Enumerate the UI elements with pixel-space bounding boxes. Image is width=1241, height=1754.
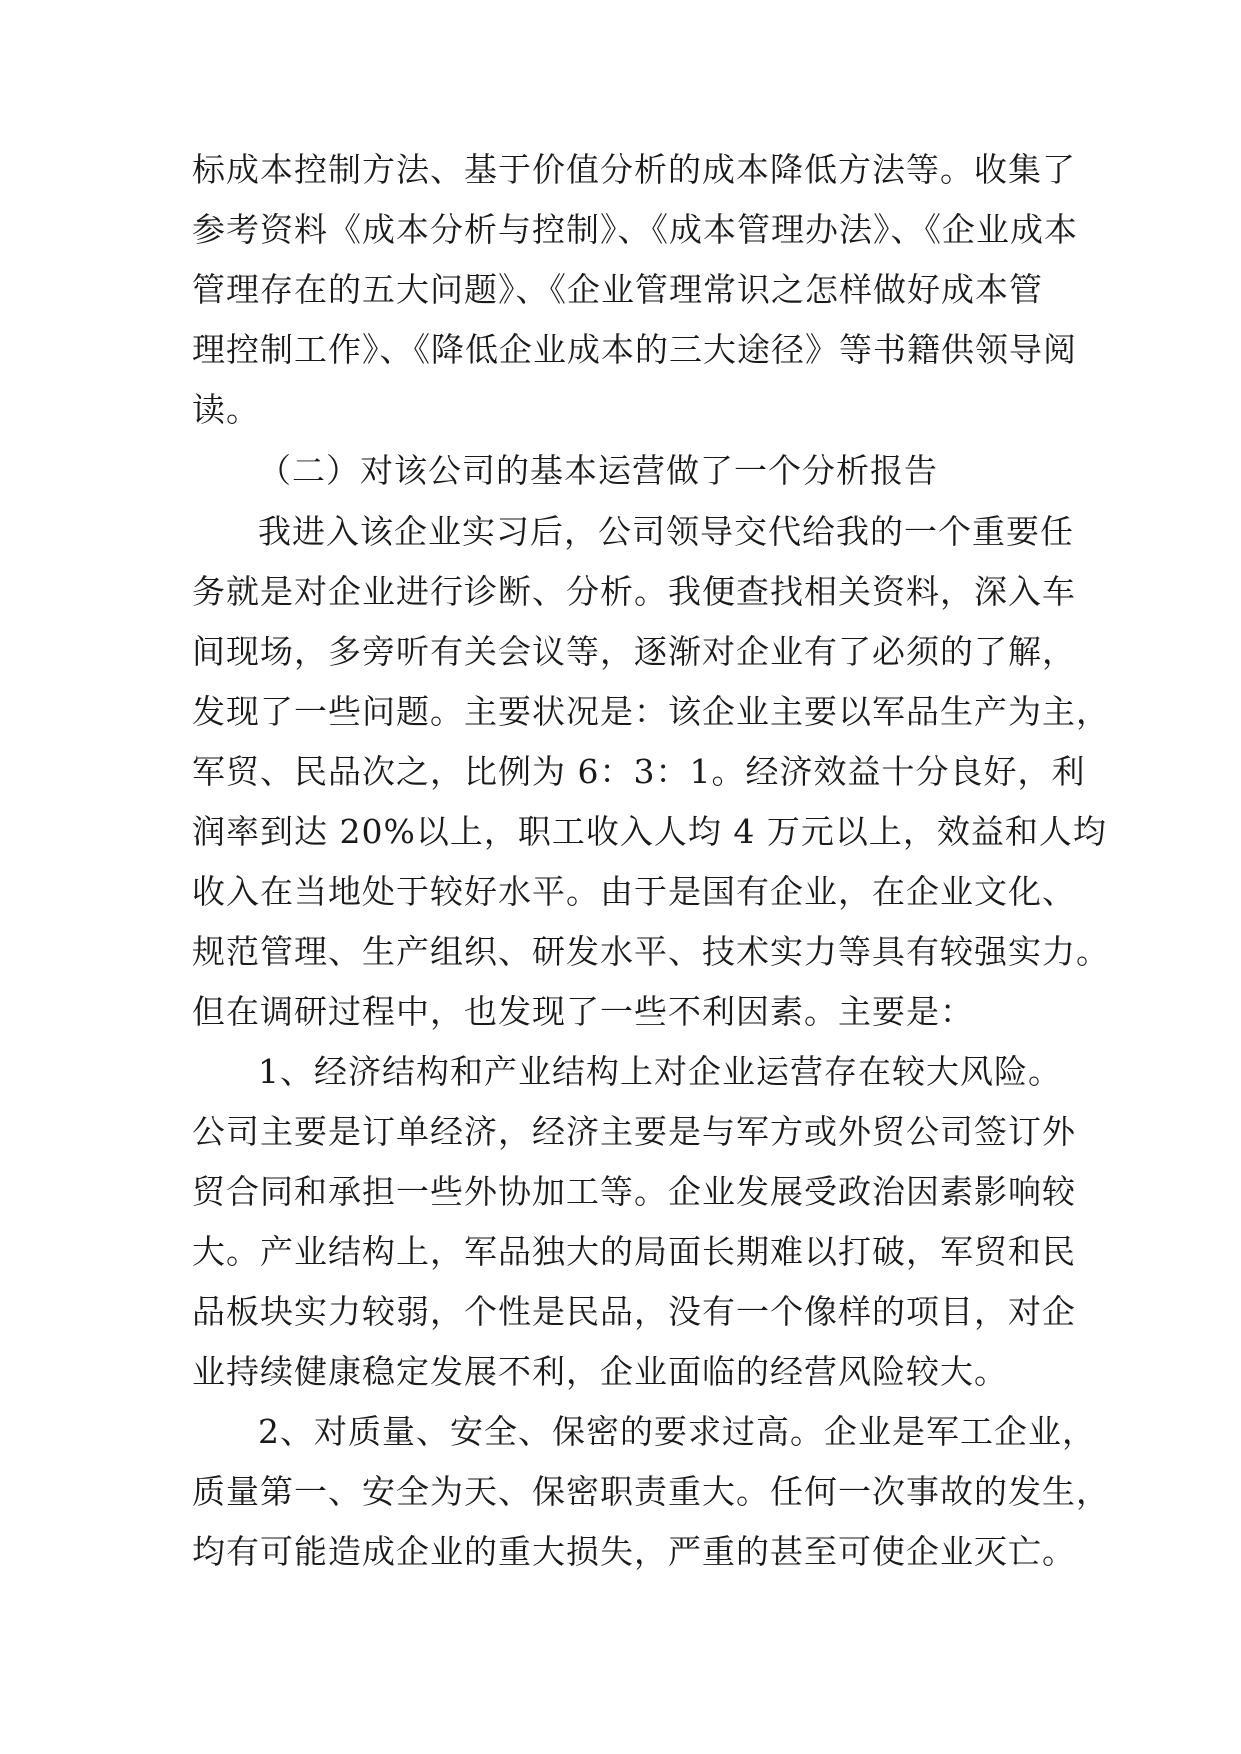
- text-line: 润率到达 20%以上，职工收入人均 4 万元以上，效益和人均: [192, 812, 1107, 851]
- text-line: 但在调研过程中，也发现了一些不利因素。主要是：: [192, 992, 974, 1031]
- text-line: 管理存在的五大问题》、《企业管理常识之怎样做好成本管: [192, 270, 1043, 309]
- text-line: 公司主要是订单经济，经济主要是与军方或外贸公司签订外: [192, 1112, 1076, 1151]
- text-line: 务就是对企业进行诊断、分析。我便查找相关资料，深入车: [192, 572, 1076, 611]
- text-line: 收入在当地处于较好水平。由于是国有企业，在企业文化、: [192, 872, 1076, 911]
- text-line: 业持续健康稳定发展不利，企业面临的经营风险较大。: [192, 1352, 1008, 1391]
- text-line: 参考资料《成本分析与控制》、《成本管理办法》、《企业成本: [192, 210, 1078, 249]
- text-line: 贸合同和承担一些外协加工等。企业发展受政治因素影响较: [192, 1172, 1076, 1211]
- text-line: 品板块实力较弱，个性是民品，没有一个像样的项目，对企: [192, 1292, 1076, 1331]
- text-line: 大。产业结构上，军品独大的局面长期难以打破，军贸和民: [192, 1232, 1076, 1271]
- text-line: 发现了一些问题。主要状况是：该企业主要以军品生产为主，: [192, 692, 1110, 731]
- text-line: 理控制工作》、《降低企业成本的三大途径》等书籍供领导阅: [192, 330, 1077, 369]
- text-line: 均有可能造成企业的重大损失，严重的甚至可使企业灭亡。: [192, 1532, 1076, 1571]
- text-line: 间现场，多旁听有关会议等，逐渐对企业有了必须的了解，: [192, 632, 1076, 671]
- section-heading: （二）对该公司的基本运营做了一个分析报告: [258, 451, 938, 490]
- paragraph-first-line: 1、经济结构和产业结构上对企业运营存在较大风险。: [258, 1052, 1062, 1091]
- paragraph-first-line: 2、对质量、安全、保密的要求过高。企业是军工企业，: [258, 1412, 1096, 1451]
- text-line: 标成本控制方法、基于价值分析的成本降低方法等。收集了: [192, 150, 1076, 189]
- text-line: 规范管理、生产组织、研发水平、技术实力等具有较强实力。: [192, 932, 1110, 971]
- text-line: 军贸、民品次之，比例为 6：3：1。经济效益十分良好，利: [192, 752, 1086, 791]
- text-line: 质量第一、安全为天、保密职责重大。任何一次事故的发生，: [192, 1472, 1110, 1511]
- paragraph-first-line: 我进入该企业实习后，公司领导交代给我的一个重要任: [258, 512, 1074, 551]
- text-line: 读。: [192, 390, 260, 429]
